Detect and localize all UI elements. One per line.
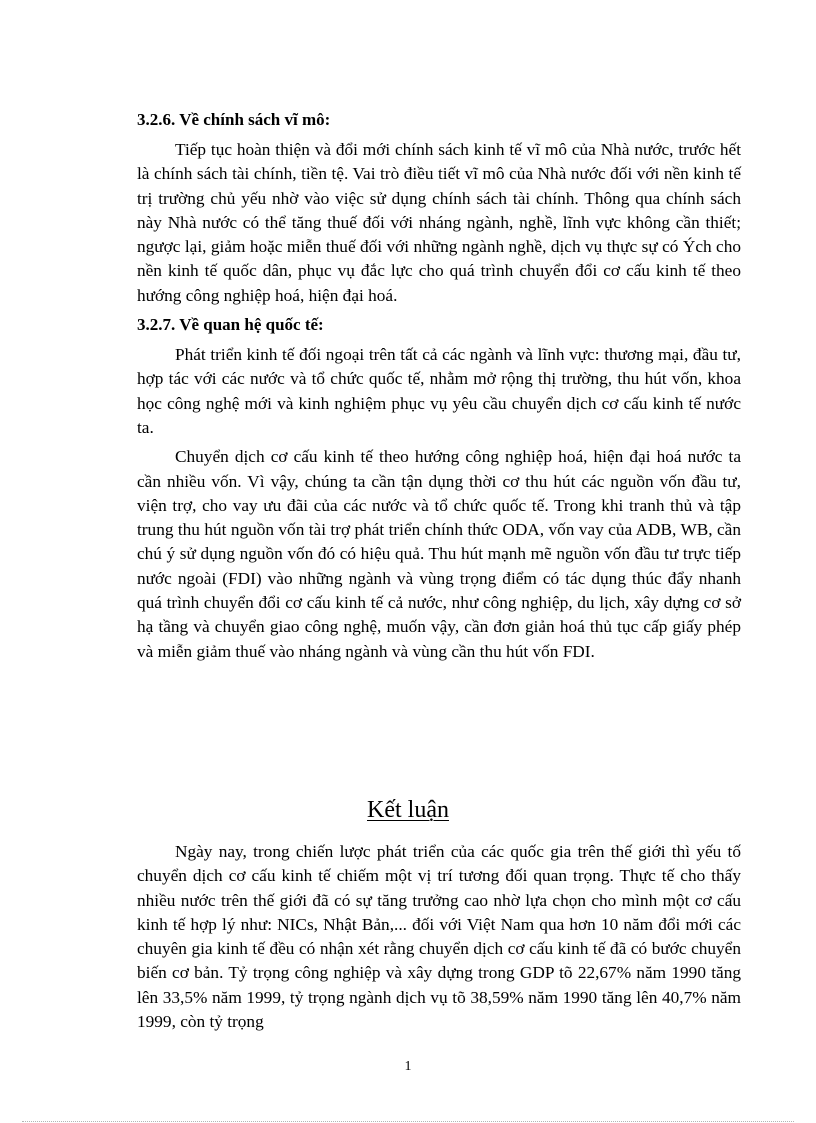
conclusion-title: Kết luận [367,797,449,823]
paragraph-capital-attraction: Chuyển dịch cơ cấu kinh tế theo hướng công nghiệp hoá, hiện đại hoá nước ta cần nhiều vốn. Vì vậy, chúng ta cần tận dụng thời cơ thu hút các nguồn vốn đầu tư, viện trợ, cho vay ưu đãi của các nước và tổ chức quốc tế. Trong khi tranh thủ và tập trung thu hút nguồn vốn tài trợ phát triển chính thức ODA, vốn vay của ADB, WB, cần chú ý sử dụng nguồn vốn đó có hiệu quả. Thu hút mạnh mẽ nguồn vốn đầu tư trực tiếp nước ngoài (FDI) vào những ngành và vùng trọng điểm có tác dụng thúc đẩy nhanh quá trình chuyển đổi cơ cấu kinh tế cả nước, như công nghiệp, du lịch, xây dựng cơ sở hạ tầng và chuyển giao công nghệ, muốn vậy, cần đơn giản hoá thủ tục cấp giấy phép và miễn giảm thuế vào nháng ngành và vùng cần thu hút vốn FDI. [137,447,741,661]
page-bottom-divider [22,1121,794,1122]
conclusion-body [137,840,741,1039]
paragraph-conclusion: Ngày nay, trong chiến lược phát triển của các quốc gia trên thế giới thì yếu tố chuyển dịch cơ cấu kinh tế chiếm một vị trí tương đối quan trọng. Thực tế cho thấy nhiều nước trên thế giới đã có sự tăng trưởng cao nhờ lựa chọn cho mình một cơ cấu kinh tế hợp lý như: NICs, Nhật Bản,... đối với Việt Nam qua hơn 10 năm đổi mới các chuyên gia kinh tế đều có nhận xét rằng chuyển dịch cơ cấu kinh tế đã có bước chuyển biến cơ bản. Tỷ trọng công nghiệp và xây dựng trong GDP tõ 22,67% năm 1990 tăng lên 33,5% năm 1999, tỷ trọng ngành dịch vụ tõ 38,59% năm 1990 tăng lên 40,7% năm 1999, còn tỷ trọng [137,842,741,1032]
paragraph-foreign-economy: Phát triển kinh tế đối ngoại trên tất cả các ngành và lĩnh vực: thương mại, đầu tư, hợp tác với các nước và tổ chức quốc tế, nhằm mở rộng thị trường, thu hút vốn, khoa học công nghệ mới và kinh nghiệm phục vụ yêu cầu chuyển dịch cơ cấu kinh tế nước ta. [137,345,741,437]
section-heading-3-2-7: 3.2.7. Về quan hệ quốc tế: [137,315,324,335]
paragraph-macro-policy: Tiếp tục hoàn thiện và đổi mới chính sách kinh tế vĩ mô của Nhà nước, trước hết là chính sách tài chính, tiền tệ. Vai trò điều tiết vĩ mô của Nhà nước đối với nền kinh tế trị trường chủ yếu nhờ vào việc sử dụng chính sách tài chính. Thông qua chính sách này Nhà nước có thể tăng thuế đối với nháng ngành, nghề, lĩnh vực không cần thiết; ngược lại, giảm hoặc miễn thuế đối với những ngành nghề, dịch vụ thực sự có Ých cho nền kinh tế quốc dân, phục vụ đắc lực cho quá trình chuyển đổi cơ cấu kinh tế theo hướng công nghiệp hoá, hiện đại hoá. [137,140,741,305]
section-heading-3-2-6: 3.2.6. Về chính sách vĩ mô: [137,110,331,129]
document-body [137,108,741,669]
page-number: 1 [404,1059,412,1074]
